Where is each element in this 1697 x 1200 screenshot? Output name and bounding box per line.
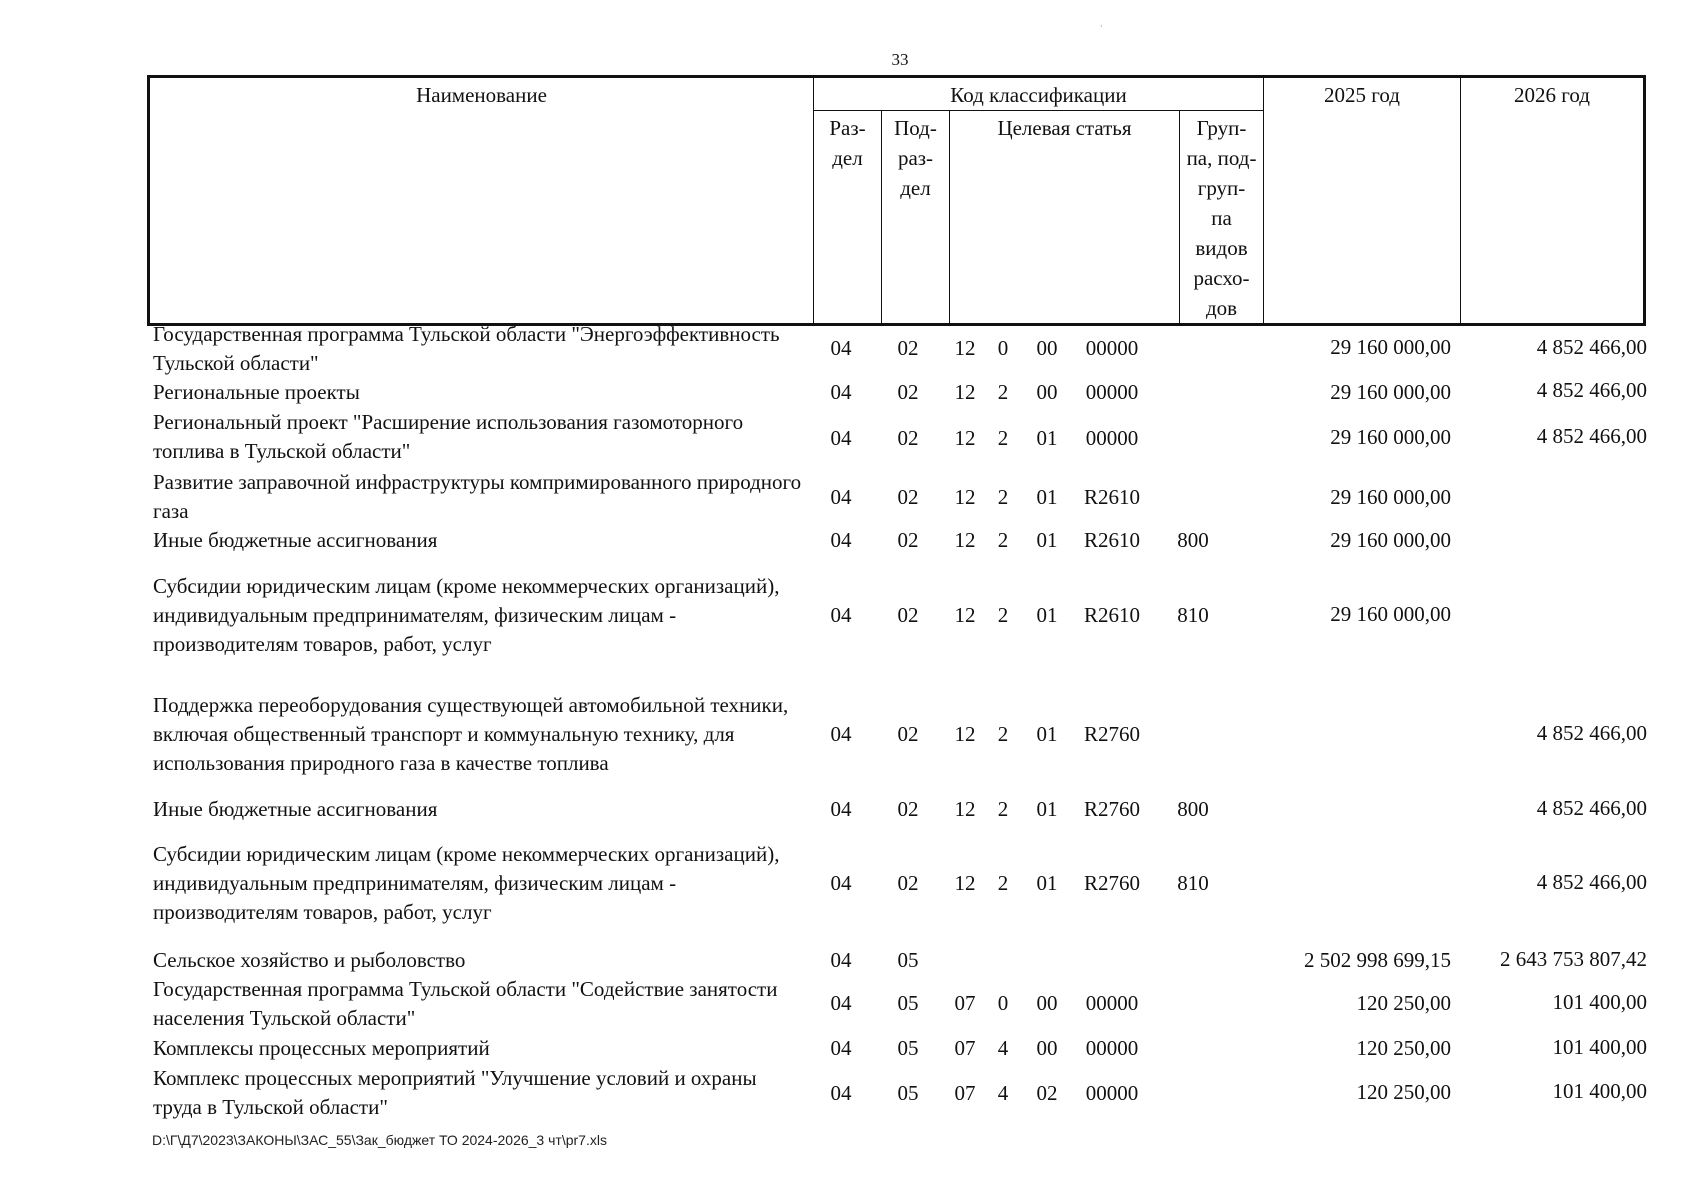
row-amount-2025: 120 250,00 xyxy=(1356,1080,1451,1104)
header-expense-group: Груп- па, под- груп- па видов расхо- дов xyxy=(1180,111,1264,325)
row-amount-2025: 29 160 000,00 xyxy=(1330,335,1451,359)
row-podrazdel: 02 xyxy=(897,722,919,746)
row-name: Иные бюджетные ассигнования xyxy=(153,528,438,552)
file-path-footer: D:\Г\Д7\2023\ЗАКОНЫ\ЗАС_55\Зак_бюджет ТО 2024-2026_3 чт\pr7.xls xyxy=(152,1132,607,1148)
row-podrazdel: 02 xyxy=(897,380,919,404)
row-name: Государственная программа Тульской области "Содействие занятости населения Тульской области" xyxy=(153,977,778,1030)
row-razdel: 04 xyxy=(830,722,852,746)
row-podrazdel: 02 xyxy=(897,485,919,509)
row-podrazdel: 05 xyxy=(897,1036,919,1060)
table-row xyxy=(147,691,1647,781)
row-amount-2025: 29 160 000,00 xyxy=(1330,380,1451,404)
row-name: Субсидии юридическим лицам (кроме некоммерческих организаций), индивидуальным предпринимателям, физическим лицам - производителям товаров, работ, услуг xyxy=(153,574,780,656)
row-name: Поддержка переоборудования существующей автомобильной техники, включая общественный транспорт и коммунальную технику, для использования природного газа в качестве топлива xyxy=(153,693,789,775)
table-row xyxy=(147,975,1647,1033)
table-row xyxy=(147,946,1647,976)
row-amount-2025: 29 160 000,00 xyxy=(1330,528,1451,552)
row-name: Субсидии юридическим лицам (кроме некоммерческих организаций), индивидуальным предпринимателям, физическим лицам - производителям товаров, работ, услуг xyxy=(153,842,780,924)
row-target-2: 2 xyxy=(997,722,1009,746)
row-target-3: 02 xyxy=(1036,1081,1058,1105)
table-row xyxy=(147,795,1647,825)
row-amount-2026: 4 852 466,00 xyxy=(1536,378,1647,402)
row-target-1: 12 xyxy=(954,603,976,627)
row-target-4: 00000 xyxy=(1085,1081,1139,1105)
row-target-1: 07 xyxy=(954,1036,976,1060)
row-amount-2026: 4 852 466,00 xyxy=(1536,721,1647,745)
row-podrazdel: 02 xyxy=(897,797,919,821)
row-razdel: 04 xyxy=(830,485,852,509)
row-target-4: 00000 xyxy=(1085,1036,1139,1060)
row-target-4: 00000 xyxy=(1085,426,1139,450)
row-amount-2026: 101 400,00 xyxy=(1552,1035,1647,1059)
row-name: Комплексы процессных мероприятий xyxy=(153,1036,490,1060)
row-target-2: 4 xyxy=(997,1081,1009,1105)
row-podrazdel: 02 xyxy=(897,426,919,450)
header-year-2026: 2026 год xyxy=(1461,77,1645,325)
row-target-1: 12 xyxy=(954,380,976,404)
row-target-2: 0 xyxy=(997,991,1009,1015)
row-target-2: 2 xyxy=(997,797,1009,821)
row-razdel: 04 xyxy=(830,1081,852,1105)
row-podrazdel: 02 xyxy=(897,528,919,552)
row-name: Иные бюджетные ассигнования xyxy=(153,797,438,821)
row-razdel: 04 xyxy=(830,948,852,972)
row-target-4: R2760 xyxy=(1083,797,1140,821)
table-row xyxy=(147,1064,1647,1122)
row-amount-2025: 120 250,00 xyxy=(1356,991,1451,1015)
table-header xyxy=(147,75,1646,326)
row-expense-group: 810 xyxy=(1177,871,1209,895)
row-target-1: 07 xyxy=(954,1081,976,1105)
row-podrazdel: 05 xyxy=(897,948,919,972)
row-razdel: 04 xyxy=(830,603,852,627)
row-amount-2025: 2 502 998 699,15 xyxy=(1304,948,1451,972)
row-target-4: 00000 xyxy=(1085,380,1139,404)
header-name: Наименование xyxy=(149,77,814,325)
row-target-4: R2610 xyxy=(1083,603,1140,627)
row-target-1: 07 xyxy=(954,991,976,1015)
row-target-4: R2760 xyxy=(1083,722,1140,746)
row-amount-2026: 4 852 466,00 xyxy=(1536,335,1647,359)
table-row xyxy=(147,840,1647,930)
table-row xyxy=(147,572,1643,662)
table-row xyxy=(147,526,1643,556)
row-target-1: 12 xyxy=(954,797,976,821)
row-target-4: R2610 xyxy=(1083,528,1140,552)
row-razdel: 04 xyxy=(830,1036,852,1060)
row-amount-2025: 29 160 000,00 xyxy=(1330,602,1451,626)
row-expense-group: 810 xyxy=(1177,603,1209,627)
row-target-2: 2 xyxy=(997,426,1009,450)
row-podrazdel: 05 xyxy=(897,1081,919,1105)
row-target-3: 00 xyxy=(1036,1036,1058,1060)
row-target-3: 01 xyxy=(1036,528,1058,552)
row-name: Сельское хозяйство и рыболовство xyxy=(153,948,466,972)
row-target-4: 00000 xyxy=(1085,991,1139,1015)
row-name: Государственная программа Тульской области "Энергоэффективность Тульской области" xyxy=(153,322,780,375)
row-name: Региональные проекты xyxy=(153,380,360,404)
scan-dot: · xyxy=(1100,22,1103,31)
row-razdel: 04 xyxy=(830,380,852,404)
header-year-2025: 2025 год xyxy=(1264,77,1461,325)
row-amount-2026: 2 643 753 807,42 xyxy=(1500,947,1647,971)
row-razdel: 04 xyxy=(830,336,852,360)
row-target-3: 01 xyxy=(1036,603,1058,627)
row-target-3: 01 xyxy=(1036,871,1058,895)
row-target-3: 01 xyxy=(1036,797,1058,821)
row-target-3: 01 xyxy=(1036,426,1058,450)
header-target-article: Целевая статья xyxy=(950,111,1180,325)
row-target-2: 0 xyxy=(997,336,1009,360)
row-podrazdel: 02 xyxy=(897,871,919,895)
row-target-4: 00000 xyxy=(1085,336,1139,360)
row-amount-2026: 101 400,00 xyxy=(1552,1079,1647,1103)
row-amount-2025: 120 250,00 xyxy=(1356,1036,1451,1060)
row-podrazdel: 02 xyxy=(897,603,919,627)
header-razdel: Раз- дел xyxy=(814,111,882,325)
row-target-2: 2 xyxy=(997,871,1009,895)
row-razdel: 04 xyxy=(830,871,852,895)
row-target-3: 00 xyxy=(1036,991,1058,1015)
row-target-1: 12 xyxy=(954,426,976,450)
table-row xyxy=(147,468,1643,526)
table-row xyxy=(147,1034,1647,1064)
row-target-2: 4 xyxy=(997,1036,1009,1060)
row-name: Комплекс процессных мероприятий "Улучшение условий и охраны труда в Тульской области" xyxy=(153,1066,757,1119)
row-expense-group: 800 xyxy=(1177,797,1209,821)
row-target-3: 00 xyxy=(1036,380,1058,404)
row-target-1: 12 xyxy=(954,528,976,552)
row-name: Развитие заправочной инфраструктуры компримированного природного газа xyxy=(153,470,802,523)
row-amount-2026: 4 852 466,00 xyxy=(1536,796,1647,820)
row-target-3: 01 xyxy=(1036,722,1058,746)
row-target-1: 12 xyxy=(954,485,976,509)
header-code-group: Код классификации xyxy=(814,77,1264,111)
row-razdel: 04 xyxy=(830,991,852,1015)
table-row xyxy=(147,408,1647,466)
table-row xyxy=(147,378,1647,408)
row-podrazdel: 02 xyxy=(897,336,919,360)
header-podrazdel: Под- раз- дел xyxy=(882,111,950,325)
row-target-1: 12 xyxy=(954,722,976,746)
row-expense-group: 800 xyxy=(1177,528,1209,552)
row-razdel: 04 xyxy=(830,528,852,552)
row-podrazdel: 05 xyxy=(897,991,919,1015)
row-target-2: 2 xyxy=(997,528,1009,552)
row-amount-2026: 4 852 466,00 xyxy=(1536,870,1647,894)
row-amount-2026: 101 400,00 xyxy=(1552,990,1647,1014)
row-target-1: 12 xyxy=(954,871,976,895)
row-target-1: 12 xyxy=(954,336,976,360)
row-target-2: 2 xyxy=(997,603,1009,627)
row-name: Региональный проект "Расширение использования газомоторного топлива в Тульской области" xyxy=(153,410,744,463)
row-target-3: 01 xyxy=(1036,485,1058,509)
page-number: 33 xyxy=(891,50,909,69)
row-razdel: 04 xyxy=(830,426,852,450)
row-target-2: 2 xyxy=(997,485,1009,509)
row-amount-2026: 4 852 466,00 xyxy=(1536,424,1647,448)
row-target-3: 00 xyxy=(1036,336,1058,360)
table-row xyxy=(147,320,1647,378)
row-razdel: 04 xyxy=(830,797,852,821)
row-target-4: R2760 xyxy=(1083,871,1140,895)
row-target-2: 2 xyxy=(997,380,1009,404)
row-amount-2025: 29 160 000,00 xyxy=(1330,425,1451,449)
row-target-4: R2610 xyxy=(1083,485,1140,509)
row-amount-2025: 29 160 000,00 xyxy=(1330,485,1451,509)
